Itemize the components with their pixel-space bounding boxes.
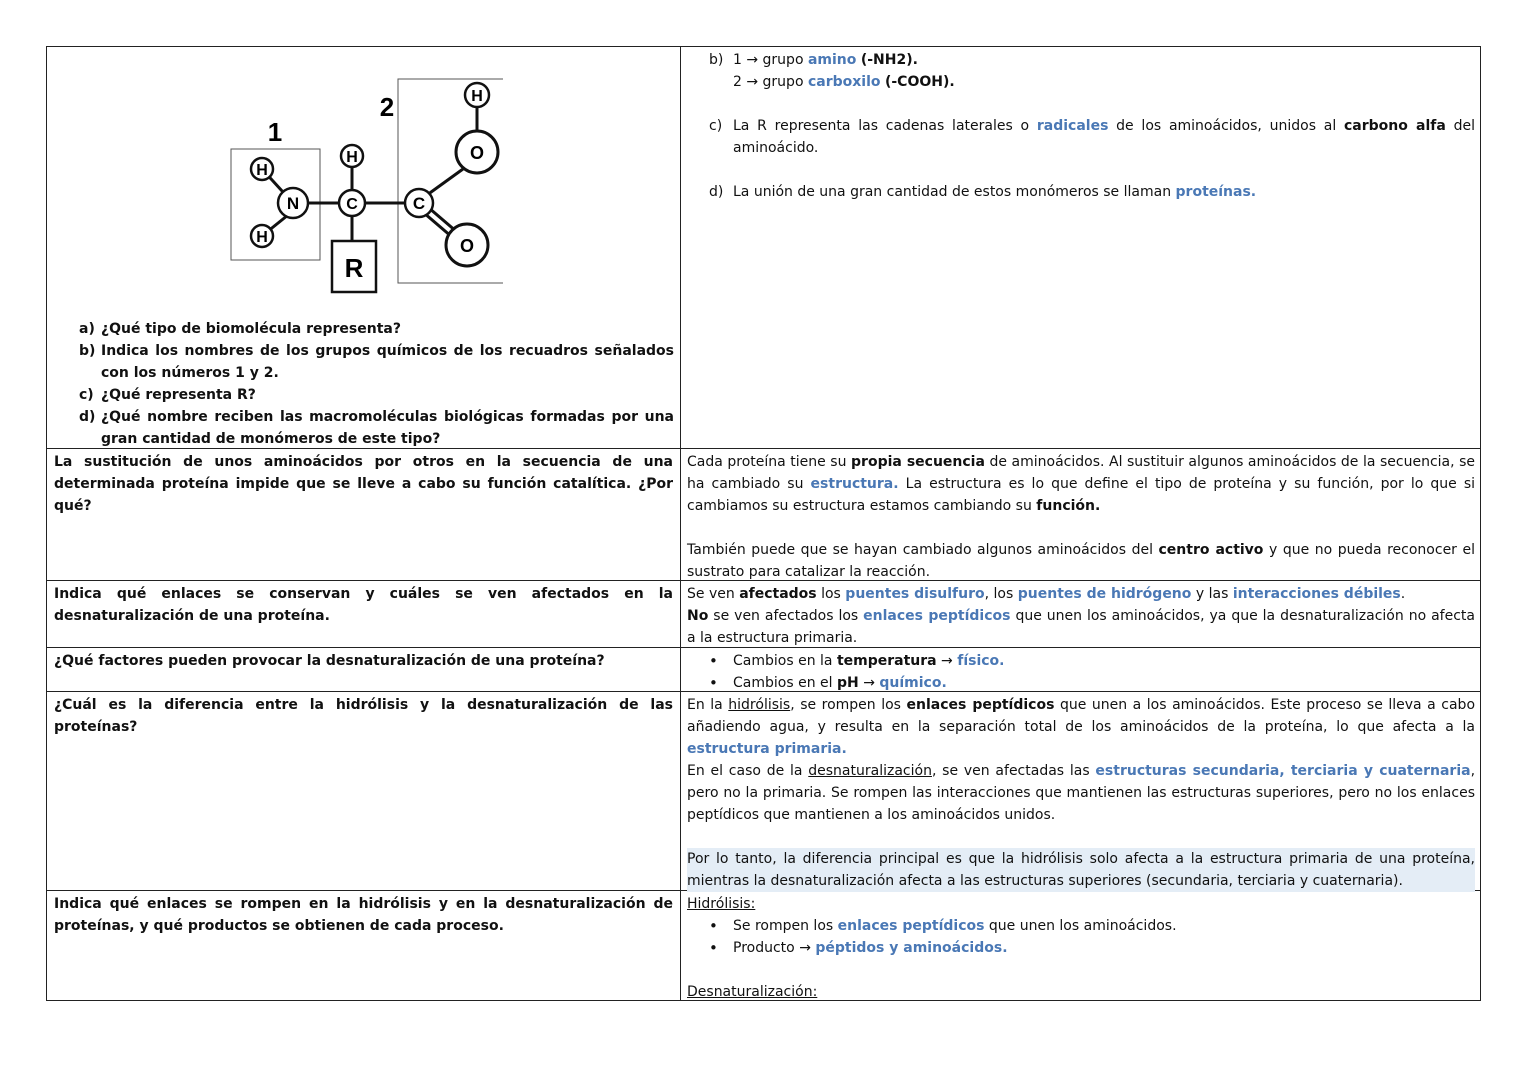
conclusion-highlight: Por lo tanto, la diferencia principal es que la hidrólisis solo afecta a la estructura primaria de una proteína, mientras la desnaturalización afecta a las estructuras superiores (secundaria, terciaria y cuaternaria). xyxy=(687,848,1475,892)
oxygen-atom xyxy=(446,224,488,266)
row4-question: ¿Qué factores pueden provocar la desnaturalización de una proteína? xyxy=(54,653,605,669)
question-list xyxy=(55,318,674,450)
row3-question: Indica qué enlaces se conservan y cuáles se ven afectados en la desnaturalización de una proteína. xyxy=(54,586,673,624)
hydrogen-atom xyxy=(465,83,489,107)
hydrolysis-bonds: • Se rompen los enlaces peptídicos que unen los aminoácidos. xyxy=(687,915,1475,937)
row6-answer xyxy=(687,893,1475,1003)
question-a: a) ¿Qué tipo de biomolécula representa? xyxy=(79,321,401,337)
alpha-carbon-atom xyxy=(339,190,365,216)
hydrogen-atom xyxy=(251,158,273,180)
question-c: c) ¿Qué representa R? xyxy=(79,387,256,403)
answer-b2: 2 → grupo carboxilo (-COOH). xyxy=(733,74,955,90)
svg-text:R: R xyxy=(344,253,364,283)
svg-text:H: H xyxy=(346,149,358,166)
svg-text:O: O xyxy=(459,236,475,256)
answer-b1: b) 1 → grupo amino (-NH2). xyxy=(709,52,918,68)
row1-answer-cell xyxy=(687,49,1475,203)
row6-question: Indica qué enlaces se rompen en la hidrólisis y en la desnaturalización de proteínas, y qué productos se obtienen de cada proceso. xyxy=(54,896,673,934)
nitrogen-atom xyxy=(278,188,308,218)
svg-text:H: H xyxy=(256,162,268,179)
row3-answer: Se ven afectados los puentes disulfuro, los puentes de hidrógeno y las interacciones débiles. No se ven afectados los enlaces peptídicos que unen los aminoácidos, ya que la desnaturalización no afecta a la estructura primaria. xyxy=(687,586,1475,646)
row1-question-cell xyxy=(47,47,680,448)
label-2: 2 xyxy=(379,92,395,122)
factor-ph: • Cambios en el pH → químico. xyxy=(687,672,1475,694)
hydrogen-atom xyxy=(251,225,273,247)
label-1: 1 xyxy=(267,117,283,147)
svg-text:C: C xyxy=(346,196,358,213)
svg-text:C: C xyxy=(412,194,426,213)
r-group-box xyxy=(332,241,376,292)
svg-text:H: H xyxy=(471,88,483,105)
row5-question: ¿Cuál es la diferencia entre la hidrólisis y la desnaturalización de las proteínas? xyxy=(54,697,673,735)
row2-question: La sustitución de unos aminoácidos por otros en la secuencia de una determinada proteína impide que se lleve a cabo su función catalítica. ¿Por qué? xyxy=(54,454,673,514)
question-b: b) Indica los nombres de los grupos químicos de los recuadros señalados con los números 1 y 2. xyxy=(79,343,674,381)
row2-answer: Cada proteína tiene su propia secuencia de aminoácidos. Al sustituir algunos aminoácidos de la secuencia, se ha cambiado su estructura. La estructura es lo que define el tipo de proteína y su función, por lo que si cambiamos su estructura estamos cambiando su función. También puede que se hayan cambiado algunos aminoácidos del centro activo y que no pueda reconocer el sustrato para catalizar la reacción. xyxy=(687,454,1476,580)
hydrolysis-title: Hidrólisis: xyxy=(687,896,756,912)
svg-text:H: H xyxy=(256,229,268,246)
svg-text:O: O xyxy=(469,143,485,163)
row4-answer xyxy=(687,650,1475,694)
factor-temperature: • Cambios en la temperatura → físico. xyxy=(687,650,1475,672)
question-d: d) ¿Qué nombre reciben las macromoléculas biológicas formadas por una gran cantidad de monómeros de este tipo? xyxy=(79,409,674,447)
carboxyl-carbon-atom xyxy=(405,189,433,217)
answer-d: d) La unión de una gran cantidad de estos monómeros se llaman proteínas. xyxy=(709,184,1257,200)
oxygen-atom xyxy=(456,131,498,173)
worksheet-table xyxy=(46,46,1481,1001)
denaturation-title: Desnaturalización: xyxy=(687,984,818,1000)
hydrogen-atom xyxy=(341,145,363,167)
row5-answer: En la hidrólisis, se rompen los enlaces peptídicos que unen a los aminoácidos. Este proceso se lleva a cabo añadiendo agua, y resulta en la separación total de los aminoácidos de la proteína, lo que afecta a la estructura primaria. En el caso de la desnaturalización, se ven afectadas las estructuras secundaria, terciaria y cuaternaria, pero no la primaria. Se rompen las interacciones que mantienen las estructuras superiores, pero no los enlaces peptídicos que mantienen a los aminoácidos unidos. Por lo tanto, la diferencia principal es que la hidrólisis solo afecta a la estructura primaria de una proteína, mientras la desnaturalización afecta a las estructuras superiores (secundaria, terciaria y cuaternaria). xyxy=(687,694,1475,892)
column-divider xyxy=(680,47,681,1000)
svg-text:N: N xyxy=(286,194,300,213)
answer-c: c) La R representa las cadenas laterales o radicales de los aminoácidos, unidos al carbono alfa del aminoácido. xyxy=(709,118,1475,156)
amino-acid-diagram xyxy=(47,47,680,307)
hydrolysis-products: • Producto → péptidos y aminoácidos. xyxy=(687,937,1475,959)
